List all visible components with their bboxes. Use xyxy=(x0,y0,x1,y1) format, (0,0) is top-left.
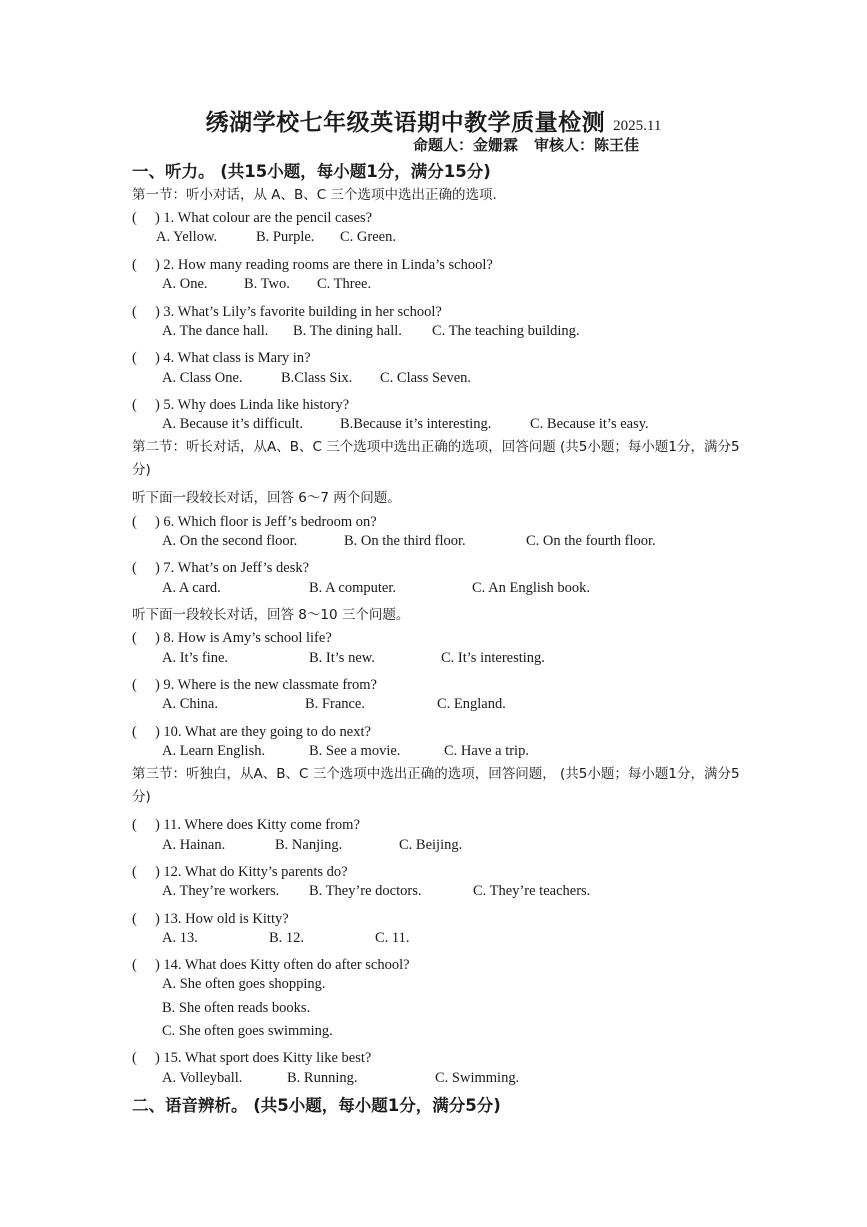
option-b: B. The dining hall. xyxy=(293,323,402,339)
question-7: ( ) 7. What’s on Jeff’s desk? xyxy=(132,560,310,576)
options-11 xyxy=(162,837,462,854)
option-b: B. A computer. xyxy=(309,580,396,596)
dialog-8-10-instruction: 听下面一段较长对话，回答 8～10 三个问题。 xyxy=(132,607,410,623)
option-b: B. It’s new. xyxy=(309,650,375,666)
option-a: A. A card. xyxy=(162,580,221,596)
options-1 xyxy=(156,229,396,246)
section2-instruction: 第二节：听长对话，从A、B、C 三个选项中选出正确的选项，回答问题 (共5小题；每小题1分，满分5分) xyxy=(132,439,740,478)
options-7 xyxy=(162,580,590,597)
dialog-6-7-instruction: 听下面一段较长对话，回答 6～7 两个问题。 xyxy=(132,490,401,506)
option-b: B. Running. xyxy=(287,1070,358,1086)
option-c: C. England. xyxy=(437,696,506,712)
exam-title: 绣湖学校七年级英语期中教学质量检测 xyxy=(205,110,606,136)
part1-heading: 一、听力。 (共15小题，每小题1分，满分15分) xyxy=(132,162,491,181)
options-9 xyxy=(162,696,506,713)
options-6 xyxy=(162,533,656,550)
options-10 xyxy=(162,743,529,760)
question-2: ( ) 2. How many reading rooms are there in Linda’s school? xyxy=(132,257,493,273)
option-a: A. Learn English. xyxy=(162,743,266,759)
question-4: ( ) 4. What class is Mary in? xyxy=(132,350,311,366)
option-c: C. Have a trip. xyxy=(444,743,529,759)
option-a: A. Hainan. xyxy=(162,837,226,853)
question-14: ( ) 14. What does Kitty often do after school? xyxy=(132,957,410,973)
authors-line xyxy=(397,134,639,155)
option-b: B. 12. xyxy=(269,930,305,946)
option-c: C. On the fourth floor. xyxy=(526,533,656,549)
section3-instruction: 第三节：听独白，从A、B、C 三个选项中选出正确的选项，回答问题， (共5小题；每小题1分，满分5分) xyxy=(132,766,740,805)
option-a: A. The dance hall. xyxy=(162,323,269,339)
option-a: A. China. xyxy=(162,696,218,712)
option-b: B. Purple. xyxy=(256,229,315,245)
option-c: C. It’s interesting. xyxy=(441,650,545,666)
option-b: B. Two. xyxy=(244,276,290,292)
option-b: B. Nanjing. xyxy=(275,837,343,853)
question-3: ( ) 3. What’s Lily’s favorite building in her school? xyxy=(132,304,442,320)
question-15: ( ) 15. What sport does Kitty like best? xyxy=(132,1050,372,1066)
option-a: A. Class One. xyxy=(162,370,243,386)
question-11: ( ) 11. Where does Kitty come from? xyxy=(132,817,360,833)
part2-heading: 二、语音辨析。 (共5小题，每小题1分，满分5分) xyxy=(132,1096,501,1115)
options-12 xyxy=(162,883,590,900)
option-b: B. On the third floor. xyxy=(344,533,466,549)
options-5 xyxy=(162,416,649,433)
question-13: ( ) 13. How old is Kitty? xyxy=(132,911,289,927)
option-a: A. Because it’s difficult. xyxy=(162,416,304,432)
option-c: C. Three. xyxy=(317,276,372,292)
option-a: A. Yellow. xyxy=(156,229,218,245)
option-a: A. 13. xyxy=(162,930,198,946)
option-a: A. It’s fine. xyxy=(162,650,229,666)
reviewer: 审核人：陈王佳 xyxy=(533,136,639,154)
option-14-b: B. She often reads books. xyxy=(162,1000,311,1016)
question-10: ( ) 10. What are they going to do next? xyxy=(132,724,371,740)
option-b: B. France. xyxy=(305,696,365,712)
question-1: ( ) 1. What colour are the pencil cases? xyxy=(132,210,373,226)
options-4 xyxy=(162,370,471,387)
options-8 xyxy=(162,650,545,667)
question-9: ( ) 9. Where is the new classmate from? xyxy=(132,677,377,693)
option-c: C. 11. xyxy=(375,930,410,946)
option-a: A. One. xyxy=(162,276,208,292)
options-2 xyxy=(162,276,371,293)
options-13 xyxy=(162,930,410,947)
question-5: ( ) 5. Why does Linda like history? xyxy=(132,397,350,413)
options-15 xyxy=(162,1070,519,1087)
option-14-a: A. She often goes shopping. xyxy=(162,976,326,992)
section1-instruction: 第一节：听小对话，从 A、B、C 三个选项中选出正确的选项. xyxy=(132,187,497,203)
question-12: ( ) 12. What do Kitty’s parents do? xyxy=(132,864,348,880)
setter: 命题人：金姗霖 xyxy=(412,136,518,154)
option-c: C. The teaching building. xyxy=(432,323,580,339)
option-c: C. Swimming. xyxy=(435,1070,520,1086)
option-c: C. Class Seven. xyxy=(380,370,472,386)
option-b: B.Class Six. xyxy=(281,370,353,386)
option-14-c: C. She often goes swimming. xyxy=(162,1023,333,1039)
question-6: ( ) 6. Which floor is Jeff’s bedroom on? xyxy=(132,514,377,530)
option-c: C. Green. xyxy=(340,229,396,245)
option-c: C. They’re teachers. xyxy=(473,883,591,899)
option-b: B.Because it’s interesting. xyxy=(340,416,492,432)
exam-date: 2025.11 xyxy=(613,118,662,134)
options-3 xyxy=(162,323,580,340)
option-b: B. See a movie. xyxy=(309,743,401,759)
option-b: B. They’re doctors. xyxy=(309,883,422,899)
option-a: A. They’re workers. xyxy=(162,883,280,899)
option-c: C. Beijing. xyxy=(399,837,463,853)
option-c: C. Because it’s easy. xyxy=(530,416,649,432)
option-c: C. An English book. xyxy=(472,580,591,596)
option-a: A. On the second floor. xyxy=(162,533,298,549)
question-8: ( ) 8. How is Amy’s school life? xyxy=(132,630,332,646)
option-a: A. Volleyball. xyxy=(162,1070,243,1086)
title-row xyxy=(0,104,867,137)
